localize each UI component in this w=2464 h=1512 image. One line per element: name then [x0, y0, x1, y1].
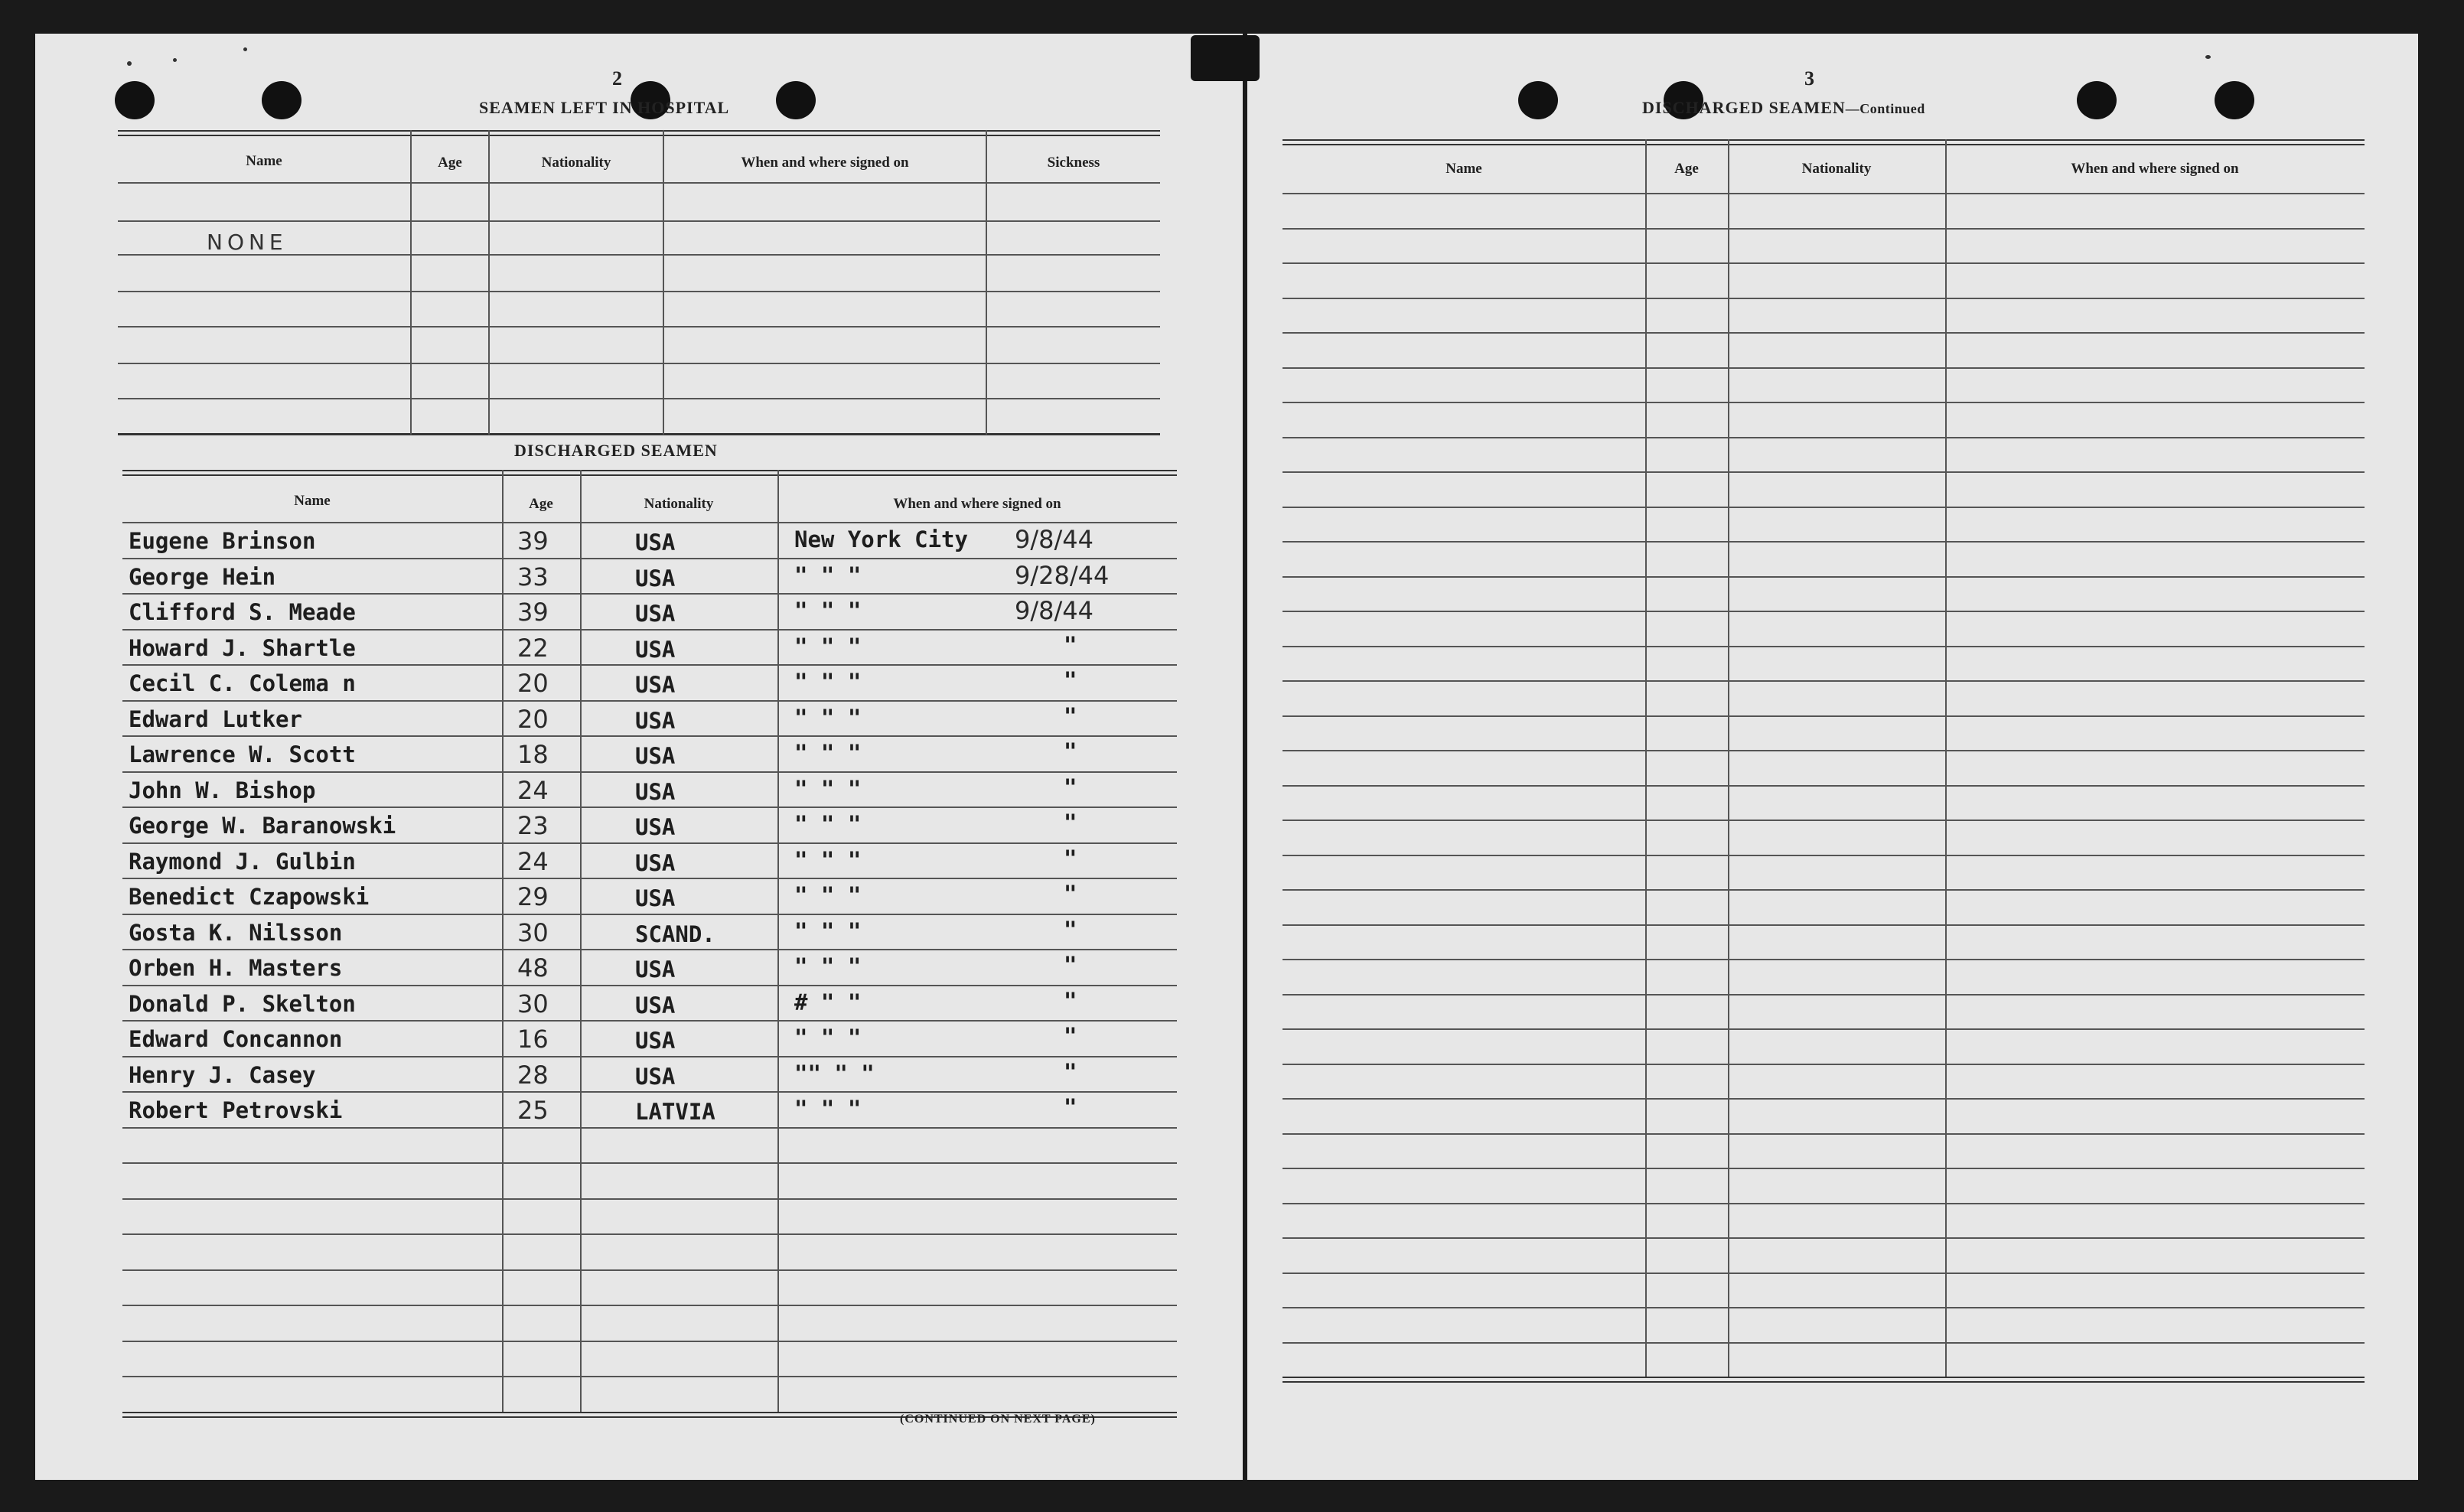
row-rule: [1283, 1237, 2365, 1239]
seaman-age: 24: [517, 847, 549, 876]
signed-on-date: ": [1064, 952, 1077, 978]
signed-on-place: " " ": [794, 562, 862, 588]
signed-on-place: " " ": [794, 811, 862, 837]
seaman-name: Edward Lutker: [129, 706, 302, 732]
seaman-age: 18: [517, 740, 549, 769]
seaman-age: 30: [517, 989, 549, 1018]
row-rule: [122, 664, 1177, 666]
seaman-nationality: USA: [635, 672, 676, 698]
row-rule: [1283, 785, 2365, 787]
seaman-nationality: USA: [635, 779, 676, 805]
row-rule: [122, 629, 1177, 631]
discharged-seamen-table: [122, 470, 1177, 1434]
seaman-age: 23: [517, 811, 549, 840]
signed-on-date: ": [1064, 667, 1077, 693]
row-rule: [1283, 994, 2365, 996]
seaman-nationality: USA: [635, 637, 676, 663]
seaman-name: Edward Concannon: [129, 1026, 343, 1052]
page-number: 2: [612, 67, 622, 90]
seaman-name: George W. Baranowski: [129, 813, 396, 839]
row-rule: [1283, 1307, 2365, 1308]
seaman-name: Orben H. Masters: [129, 955, 343, 981]
seaman-name: Clifford S. Meade: [129, 599, 356, 625]
row-rule: [1283, 262, 2365, 264]
seaman-age: 25: [517, 1096, 549, 1125]
row-rule: [122, 735, 1177, 737]
column-rule: [1945, 139, 1947, 1377]
row-rule: [1283, 298, 2365, 299]
row-rule: [122, 985, 1177, 986]
speck: [173, 58, 177, 62]
seaman-age: 28: [517, 1061, 549, 1090]
punch-hole: [115, 81, 155, 119]
seaman-name: Howard J. Shartle: [129, 635, 356, 661]
row-rule: [1283, 228, 2365, 230]
signed-on-date: ": [1064, 988, 1077, 1014]
col-header-age: Age: [1674, 161, 1699, 177]
signed-on-place: " " ": [794, 669, 862, 695]
col-header-age: Age: [438, 155, 462, 171]
seaman-name: Henry J. Casey: [129, 1062, 316, 1088]
row-rule: [1283, 402, 2365, 403]
table-top-rule: [122, 470, 1177, 471]
hospital-entry-none: NONE: [207, 230, 288, 255]
seaman-name: John W. Bishop: [129, 777, 316, 803]
row-rule: [122, 1162, 1177, 1164]
col-header-name: Name: [246, 153, 282, 169]
section-heading-continued: [1642, 98, 1925, 118]
continued-note: (CONTINUED ON NEXT PAGE): [900, 1413, 1096, 1426]
speck: [127, 61, 132, 66]
signed-on-date: ": [1064, 846, 1077, 872]
punch-hole: [262, 81, 301, 119]
seaman-name: Eugene Brinson: [129, 528, 316, 554]
seaman-name: George Hein: [129, 564, 276, 590]
row-rule: [1283, 1028, 2365, 1030]
discharged-seamen-continued-table: [1283, 139, 2365, 1432]
col-header-nationality: Nationality: [1801, 161, 1872, 177]
row-rule: [1283, 367, 2365, 369]
seaman-name: Robert Petrovski: [129, 1097, 343, 1123]
seaman-nationality: USA: [635, 814, 676, 840]
header-rule: [122, 522, 1177, 523]
signed-on-place: "" " ": [794, 1061, 875, 1087]
speck: [2205, 55, 2211, 59]
section-heading-hospital: SEAMEN LEFT IN HOSPITAL: [479, 98, 730, 117]
column-rule: [502, 470, 504, 1412]
row-rule: [122, 1233, 1177, 1235]
col-header-nationality: Nationality: [541, 155, 611, 171]
col-header-signed-on: When and where signed on: [893, 496, 1061, 512]
seaman-nationality: USA: [635, 708, 676, 734]
row-rule: [122, 558, 1177, 559]
row-rule: [1283, 1098, 2365, 1100]
seaman-nationality: SCAND.: [635, 921, 715, 947]
seaman-age: 48: [517, 953, 549, 982]
signed-on-place: " " ": [794, 918, 862, 944]
signed-on-date: ": [1064, 774, 1077, 800]
seaman-name: Lawrence W. Scott: [129, 741, 356, 767]
seaman-name: Cecil C. Colema n: [129, 670, 356, 696]
hospital-table: [118, 130, 1160, 455]
row-rule: [1283, 437, 2365, 438]
row-rule: [1283, 715, 2365, 717]
signed-on-place: " " ": [794, 847, 862, 873]
heading-suffix: —Continued: [1845, 101, 1925, 116]
col-header-name: Name: [1445, 161, 1482, 177]
seaman-name: Raymond J. Gulbin: [129, 849, 356, 875]
column-rule: [777, 470, 779, 1412]
signed-on-place: " " ": [794, 882, 862, 908]
row-rule: [1283, 959, 2365, 960]
seaman-age: 30: [517, 918, 549, 947]
seaman-nationality: USA: [635, 956, 676, 982]
signed-on-place: " " ": [794, 953, 862, 979]
row-rule: [1283, 471, 2365, 473]
seaman-nationality: USA: [635, 885, 676, 911]
row-rule: [122, 949, 1177, 950]
signed-on-date: 9/8/44: [1015, 525, 1093, 554]
row-rule: [122, 807, 1177, 808]
row-rule: [1283, 924, 2365, 926]
row-rule: [1283, 611, 2365, 612]
page-number: 3: [1804, 67, 1814, 90]
row-rule: [1283, 646, 2365, 647]
seaman-nationality: USA: [635, 743, 676, 769]
seaman-age: 16: [517, 1025, 549, 1054]
row-rule: [122, 1198, 1177, 1200]
seaman-age: 39: [517, 598, 549, 627]
row-rule: [1283, 820, 2365, 821]
seaman-nationality: USA: [635, 1064, 676, 1090]
row-rule: [1283, 1272, 2365, 1274]
signed-on-date: 9/28/44: [1015, 561, 1110, 590]
row-rule: [122, 1376, 1177, 1377]
row-rule: [122, 593, 1177, 595]
signed-on-date: ": [1064, 1023, 1077, 1049]
signed-on-place: " " ": [794, 740, 862, 766]
signed-on-date: ": [1064, 917, 1077, 943]
seaman-nationality: USA: [635, 992, 676, 1018]
signed-on-place: " " ": [794, 776, 862, 802]
row-rule: [122, 1091, 1177, 1093]
signed-on-place: # " ": [794, 989, 862, 1015]
col-header-name: Name: [294, 493, 331, 509]
row-rule: [122, 914, 1177, 915]
row-rule: [1283, 1377, 2365, 1378]
row-rule: [1283, 1133, 2365, 1135]
seaman-name: Donald P. Skelton: [129, 991, 356, 1017]
row-rule: [122, 878, 1177, 879]
signed-on-place: New York City: [794, 526, 968, 552]
signed-on-date: ": [1064, 632, 1077, 658]
punch-hole: [2215, 81, 2254, 119]
row-rule: [122, 771, 1177, 773]
column-rule: [1645, 139, 1647, 1377]
row-rule: [1283, 1168, 2365, 1169]
seaman-age: 29: [517, 882, 549, 911]
seaman-nationality: USA: [635, 601, 676, 627]
row-rule: [1283, 576, 2365, 578]
signed-on-date: ": [1064, 1059, 1077, 1085]
signed-on-place: " " ": [794, 1096, 862, 1122]
seaman-name: Gosta K. Nilsson: [129, 920, 343, 946]
row-rule: [1283, 332, 2365, 334]
left-page: [35, 34, 1243, 1480]
column-rule: [580, 470, 582, 1412]
table-top-rule: [1283, 139, 2365, 141]
heading-main: DISCHARGED SEAMEN: [1642, 98, 1846, 117]
row-rule: [1283, 680, 2365, 682]
signed-on-place: " " ": [794, 705, 862, 731]
row-rule: [122, 1305, 1177, 1306]
row-rule: [122, 842, 1177, 844]
seaman-age: 20: [517, 669, 549, 698]
seaman-nationality: USA: [635, 565, 676, 591]
col-header-age: Age: [529, 496, 553, 512]
signed-on-place: " " ": [794, 1025, 862, 1051]
col-header-sickness: Sickness: [1047, 155, 1100, 171]
row-rule: [1283, 541, 2365, 543]
seaman-age: 20: [517, 705, 549, 734]
row-rule: [122, 1056, 1177, 1057]
row-rule: [122, 700, 1177, 702]
signed-on-date: ": [1064, 810, 1077, 836]
col-header-signed-on: When and where signed on: [741, 155, 909, 171]
row-rule: [1283, 507, 2365, 508]
row-rule: [1283, 889, 2365, 891]
signed-on-place: " " ": [794, 598, 862, 624]
signed-on-date: ": [1064, 1094, 1077, 1120]
seaman-nationality: USA: [635, 530, 676, 556]
seaman-age: 24: [517, 776, 549, 805]
signed-on-date: ": [1064, 881, 1077, 907]
row-rule: [122, 1341, 1177, 1342]
right-page: [1247, 34, 2418, 1480]
col-header-signed-on: When and where signed on: [2071, 161, 2239, 177]
row-rule: [1283, 750, 2365, 751]
seaman-nationality: USA: [635, 1028, 676, 1054]
row-rule: [1283, 1064, 2365, 1065]
seaman-nationality: USA: [635, 850, 676, 876]
signed-on-date: 9/8/44: [1015, 596, 1093, 625]
punch-hole: [1518, 81, 1558, 119]
seaman-age: 39: [517, 526, 549, 556]
seaman-nationality: LATVIA: [635, 1099, 715, 1125]
row-rule: [122, 1020, 1177, 1022]
speck: [243, 47, 247, 51]
punch-hole: [2077, 81, 2117, 119]
signed-on-date: ": [1064, 703, 1077, 729]
column-rule: [1728, 139, 1729, 1377]
row-rule: [1283, 1203, 2365, 1204]
seaman-name: Benedict Czapowski: [129, 884, 370, 910]
row-rule: [1283, 1342, 2365, 1344]
punch-hole: [776, 81, 816, 119]
row-rule: [1283, 855, 2365, 856]
signed-on-place: " " ": [794, 634, 862, 660]
row-rule: [122, 1127, 1177, 1129]
header-rule: [1283, 193, 2365, 194]
row-rule: [122, 1269, 1177, 1271]
seaman-age: 22: [517, 634, 549, 663]
torn-tab: [1191, 35, 1260, 81]
seaman-age: 33: [517, 562, 549, 591]
section-heading-discharged: DISCHARGED SEAMEN: [514, 441, 718, 460]
signed-on-date: ": [1064, 738, 1077, 764]
col-header-nationality: Nationality: [644, 496, 714, 512]
